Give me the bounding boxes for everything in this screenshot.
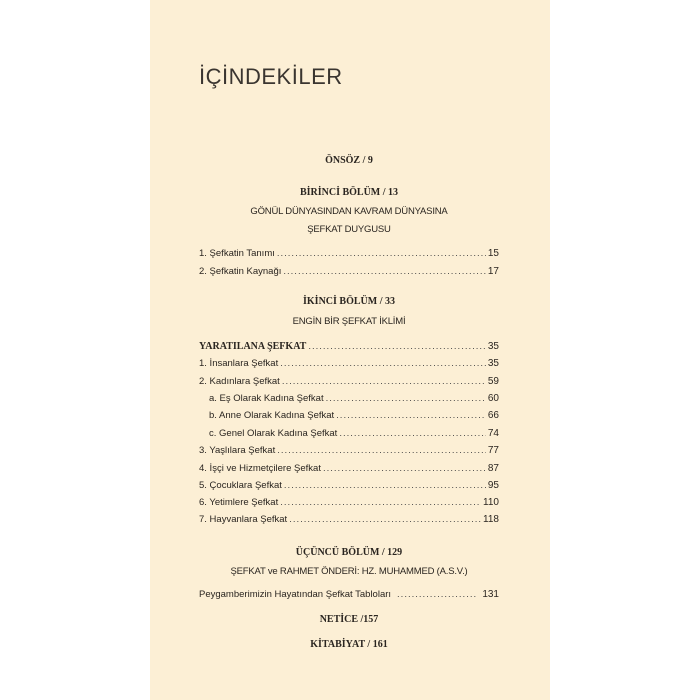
dot-leader	[326, 392, 486, 406]
entry-page: 131	[482, 589, 499, 600]
dot-leader	[308, 340, 486, 354]
entry-page: 17	[487, 266, 499, 277]
part1-subtitle: GÖNÜL DÜNYASINDAN KAVRAM DÜNYASINA	[250, 206, 448, 217]
part1-subtitle: ŞEFKAT DUYGUSU	[307, 224, 391, 235]
part3-heading: ÜÇÜNCÜ BÖLÜM / 129	[295, 547, 403, 558]
dot-leader	[277, 444, 486, 458]
dot-leader	[339, 427, 486, 441]
entry-label: b. Anne Olarak Kadına Şefkat	[209, 410, 335, 421]
entry-page: 59	[487, 376, 499, 387]
toc-subentry	[199, 427, 499, 441]
dot-leader	[280, 357, 486, 371]
entry-label: c. Genel Olarak Kadına Şefkat	[209, 428, 338, 439]
toc-entry	[199, 496, 499, 510]
part3-subtitle: ŞEFKAT ve RAHMET ÖNDERİ: HZ. MUHAMMED (A.S.V.)	[230, 566, 468, 577]
toc-subentry	[199, 409, 499, 423]
entry-page: 110	[483, 497, 499, 508]
entry-label: 5. Çocuklara Şefkat	[199, 480, 282, 491]
toc-entry	[199, 265, 499, 279]
part2-subtitle: ENGİN BİR ŞEFKAT İKLİMİ	[292, 316, 406, 327]
entry-page: 87	[487, 463, 499, 474]
entry-page: 15	[487, 248, 499, 259]
entry-label: a. Eş Olarak Kadına Şefkat	[209, 393, 324, 404]
entry-page: 77	[487, 445, 499, 456]
entry-label: YARATILANA ŞEFKAT	[199, 341, 307, 352]
dot-leader	[284, 479, 486, 493]
toc-entry	[199, 588, 499, 602]
toc-entry	[199, 462, 499, 476]
toc-entry	[199, 357, 499, 371]
netice-heading: NETİCE /157	[319, 614, 379, 625]
entry-page: 35	[487, 341, 499, 352]
toc-subentry	[199, 392, 499, 406]
entry-label: 3. Yaşlılara Şefkat	[199, 445, 276, 456]
entry-label: 2. Şefkatin Kaynağı	[199, 266, 282, 277]
entry-page: 95	[487, 480, 499, 491]
entry-label: 4. İşçi ve Hizmetçilere Şefkat	[199, 463, 321, 474]
dot-leader	[323, 462, 486, 476]
toc-section	[199, 340, 499, 354]
kitabiyat-heading: KİTABİYAT / 161	[310, 639, 388, 650]
entry-page: 60	[487, 393, 499, 404]
entry-label: 7. Hayvanlara Şefkat	[199, 514, 288, 525]
page-title: İÇİNDEKİLER	[199, 64, 343, 89]
dot-leader	[282, 375, 486, 389]
dot-leader	[283, 265, 485, 279]
entry-label: 1. Şefkatin Tanımı	[199, 248, 275, 259]
entry-page: 66	[487, 410, 499, 421]
part1-heading: BİRİNCİ BÖLÜM / 13	[299, 187, 399, 198]
dot-leader	[336, 409, 486, 423]
part2-heading: İKİNCİ BÖLÜM / 33	[303, 296, 395, 307]
toc-entry	[199, 479, 499, 493]
book-page	[150, 0, 550, 700]
entry-page: 118	[483, 514, 499, 525]
dot-leader	[277, 247, 486, 261]
onsoz-heading: ÖNSÖZ / 9	[325, 155, 373, 166]
dot-leader	[280, 496, 481, 510]
entry-page: 35	[487, 358, 499, 369]
entry-label: Peygamberimizin Hayatından Şefkat Tabloları	[199, 589, 392, 600]
entry-label: 2. Kadınlara Şefkat	[199, 376, 280, 387]
toc-entry	[199, 444, 499, 458]
dot-leader	[397, 588, 476, 602]
entry-label: 6. Yetimlere Şefkat	[199, 497, 279, 508]
toc-entry	[199, 513, 499, 527]
toc-entry	[199, 375, 499, 389]
dot-leader	[289, 513, 481, 527]
entry-label: 1. İnsanlara Şefkat	[199, 358, 279, 369]
toc-entry	[199, 247, 499, 261]
entry-page: 74	[487, 428, 499, 439]
